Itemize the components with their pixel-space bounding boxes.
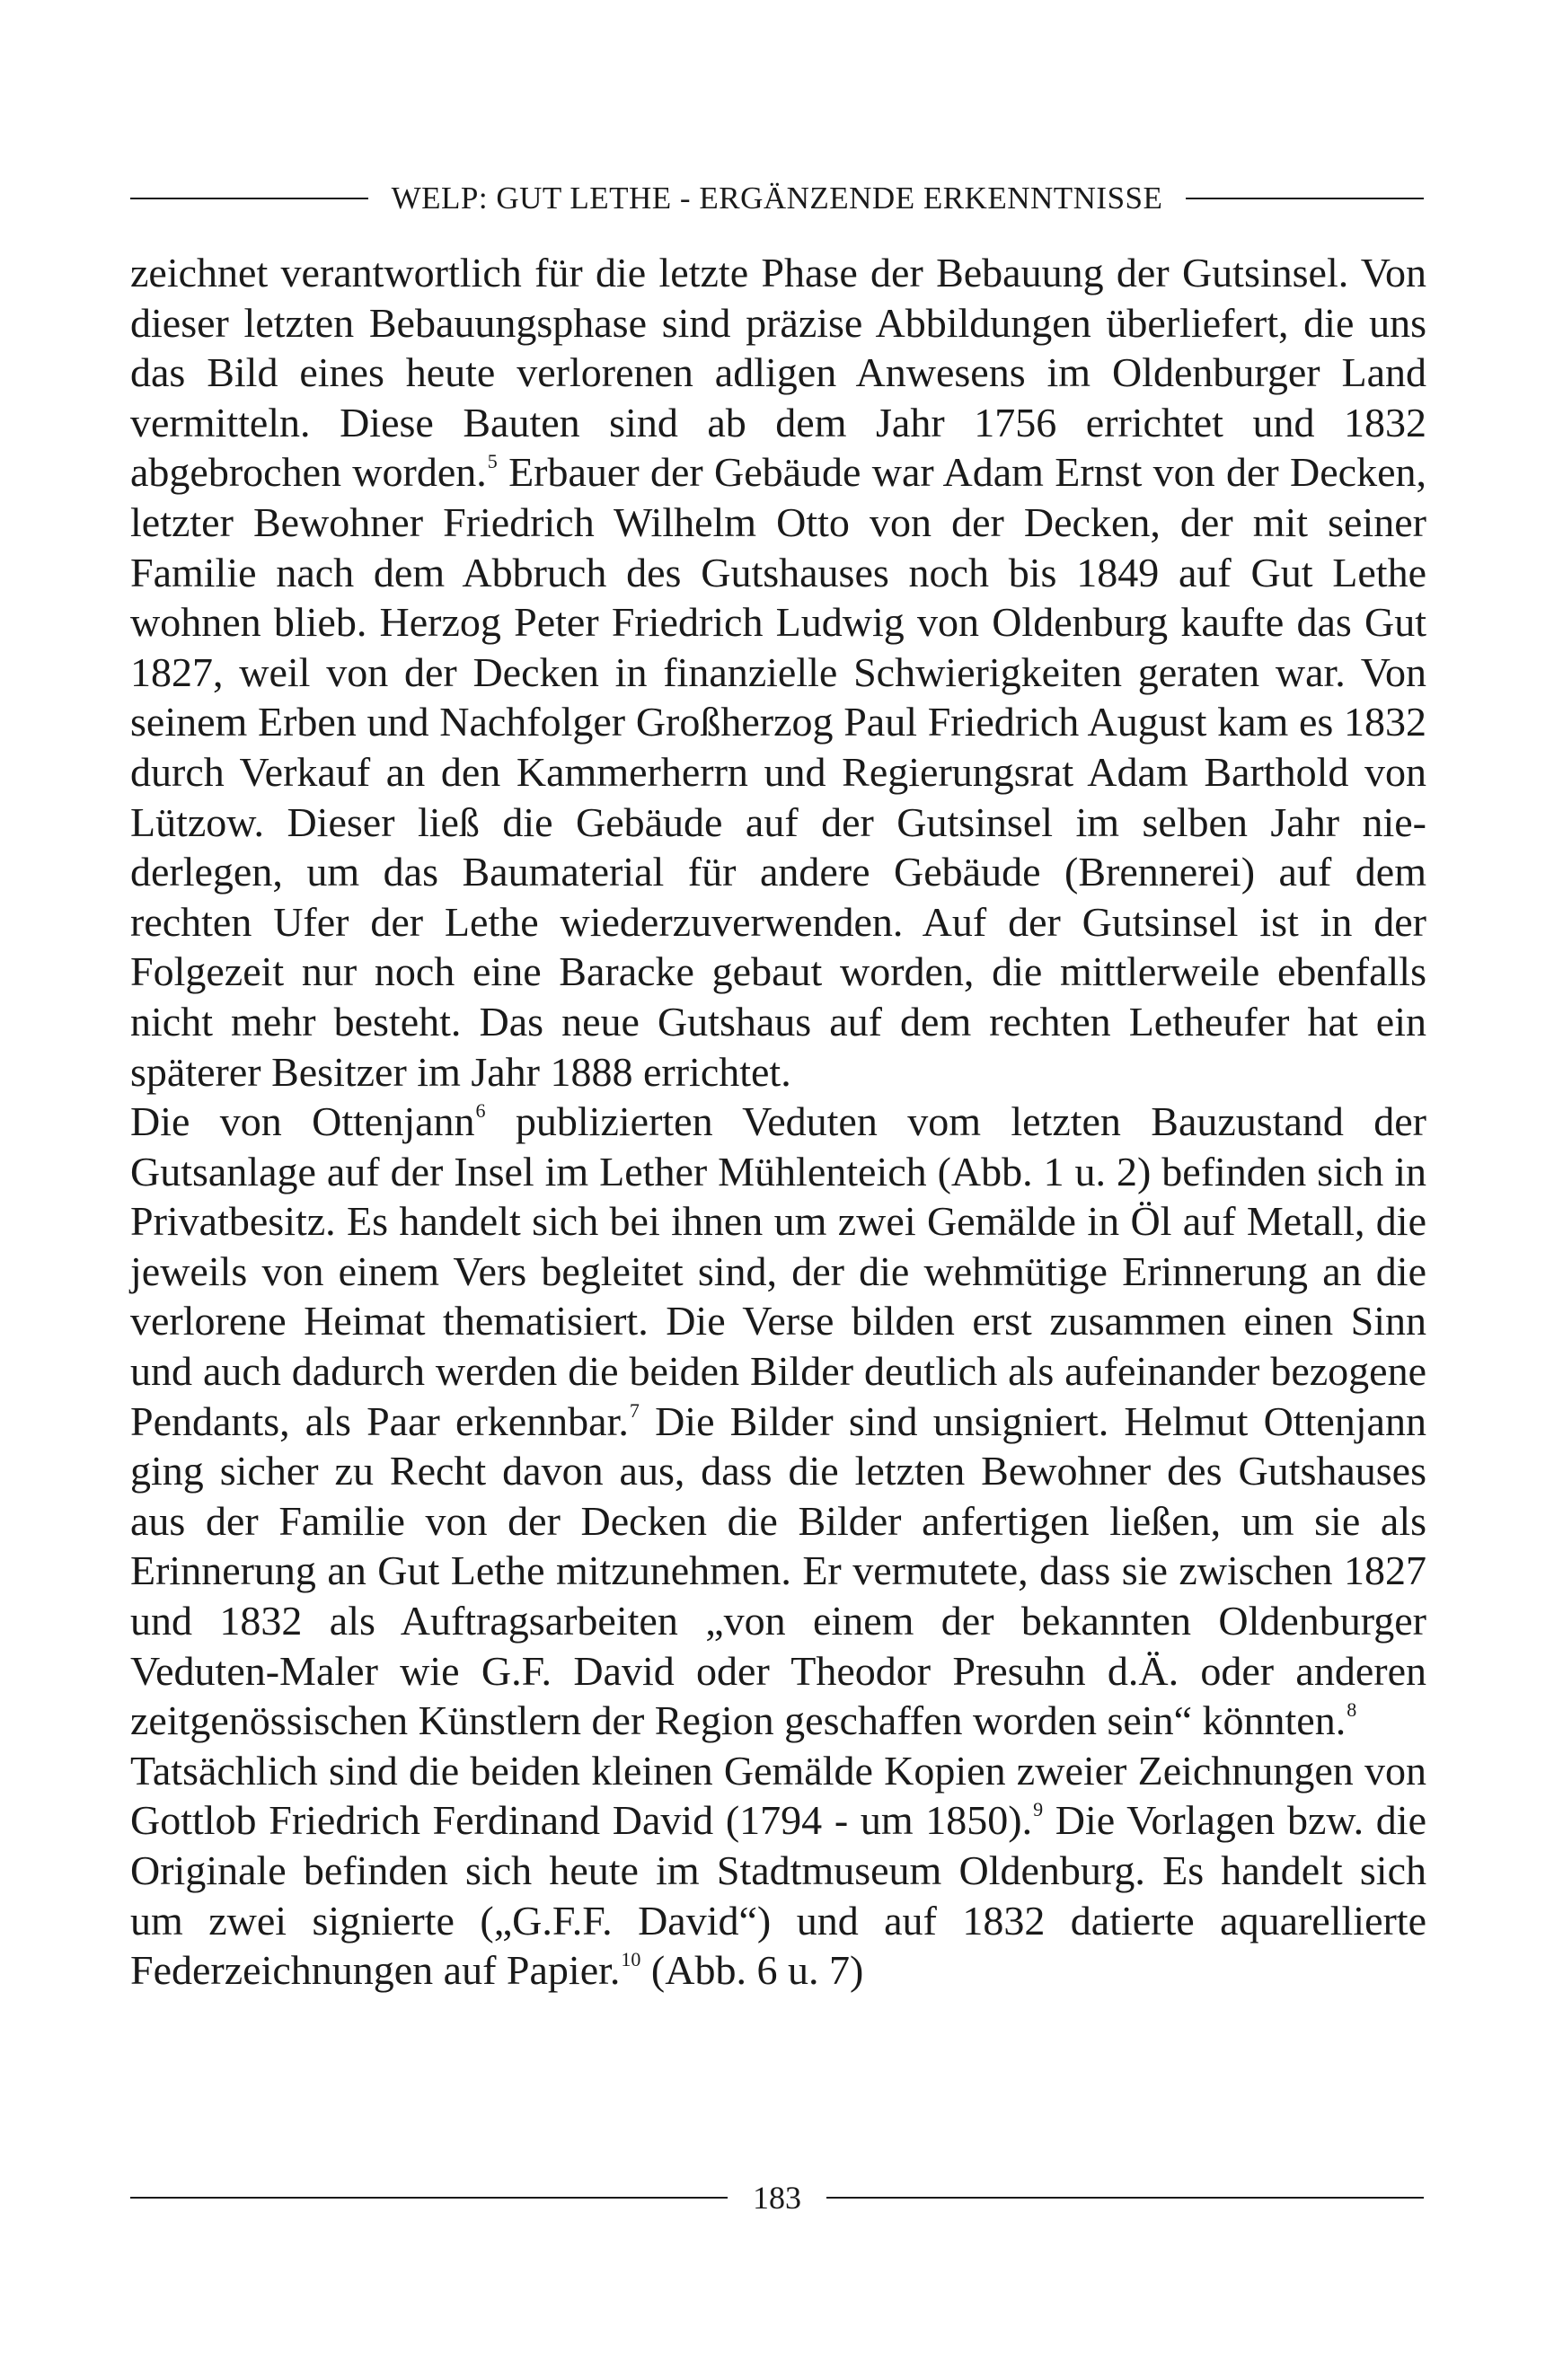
- text-run: Die Vorlagen bzw. die Originale befinden sich heute im Stadtmuseum Oldenburg. Es handelt sich um zwei signierte („G.F.F. David“) und auf 1832 datierte aquarellierte Federzeichnungen auf Papier.: [130, 1797, 1427, 1994]
- header-rule-left: [130, 198, 368, 199]
- footnote-ref-5[interactable]: 5: [487, 450, 498, 473]
- text-run: (Abb. 6 u. 7): [640, 1947, 864, 1994]
- footer-rule-left: [130, 2197, 728, 2199]
- paragraph-2: [130, 1097, 1426, 1746]
- text-run: zeichnet verantwortlich für die letzte Phase der Bebauung der Gutsinsel. Von dieser letzten Bebauungsphase sind präzise Abbildungen überliefert, die uns das Bild eines heute verlorenen adligen Anwesens im Oldenburger Land vermitteln. Diese Bauten sind ab dem Jahr 1756 errichtet und 1832 abgebrochen worden.: [130, 250, 1426, 496]
- text-run: Die von Ottenjann: [130, 1098, 475, 1145]
- text-run: Die Bilder sind unsigniert. Helmut Ottenjann ging sicher zu Recht davon aus, dass die letzten Bewohner des Gutshauses aus der Familie von der Decken die Bilder anfertigen ließen, um sie als Erinnerung an Gut Lethe mitzunehmen. Er vermutete, dass sie zwischen 1827 und 1832 als Auftragsarbeiten „von einem der bekannten Oldenburger Veduten-Maler wie G.F. David oder Theodor Presuhn d.Ä. oder anderen zeitgenössischen Künstlern der Region geschaffen worden sein“ könnten.: [130, 1397, 1426, 1744]
- text-run: Erbauer der Gebäude war Adam Ernst von der Decken, letzter Bewohner Friedrich Wilhelm Otto von der Decken, der mit seiner Familie nach dem Abbruch des Gutshauses noch bis 1849 auf Gut Lethe wohnen blieb. Herzog Peter Friedrich Ludwig von Oldenburg kaufte das Gut 1827, weil von der Decken in finanzielle Schwierigkeiten geraten war. Von seinem Erben und Nachfolger Großherzog Paul Friedrich August kam es 1832 durch Verkauf an den Kammerherrn und Regierungsrat Adam Barthold von Lützow. Dieser ließ die Gebäude auf der Gutsinsel im selben Jahr niederlegen, um das Baumaterial für andere Gebäude (Brennerei) auf dem rechten Ufer der Lethe wiederzuverwenden. Auf der Gutsinsel ist in der Folgezeit nur noch eine Baracke gebaut worden, die mittlerweile ebenfalls nicht mehr besteht. Das neue Gutshaus auf dem rechten Letheufer hat ein späterer Besitzer im Jahr 1888 errichtet.: [130, 449, 1426, 1095]
- footnote-ref-8[interactable]: 8: [1347, 1698, 1357, 1722]
- footnote-ref-9[interactable]: 9: [1033, 1798, 1044, 1821]
- paragraph-1: [130, 248, 1426, 1097]
- body-text: [130, 248, 1426, 1996]
- footnote-ref-10[interactable]: 10: [621, 1948, 641, 1971]
- running-title: WELP: GUT LETHE - ERGÄNZENDE ERKENNTNISSE: [391, 181, 1163, 216]
- text-run: publizierten Veduten vom letzten Bauzustand der Gutsanlage auf der Insel im Lether Mühlenteich (Abb. 1 u. 2) befinden sich in Privatbesitz. Es handelt sich bei ihnen um zwei Gemälde in Öl auf Metall, die jeweils von einem Vers begleitet sind, der die wehmütige Erinnerung an die verlorene Heimat thematisiert. Die Verse bilden erst zusammen einen Sinn und auch dadurch werden die beiden Bilder deutlich als aufeinander bezogene Pendants, als Paar erkennbar.: [130, 1098, 1426, 1444]
- footnote-ref-6[interactable]: 6: [475, 1099, 486, 1123]
- footnote-ref-7[interactable]: 7: [629, 1398, 640, 1422]
- paragraph-3: [130, 1746, 1426, 1996]
- footer-rule-right: [826, 2197, 1424, 2199]
- page-footer: [130, 2177, 1424, 2218]
- running-head: [130, 178, 1424, 219]
- page-number: 183: [753, 2180, 801, 2216]
- text-run: Tatsächlich sind die beiden kleinen Gemälde Kopien zweier Zeichnungen von Gottlob Friedrich Ferdinand David (1794 - um 1850).: [130, 1747, 1426, 1844]
- header-rule-right: [1186, 198, 1424, 199]
